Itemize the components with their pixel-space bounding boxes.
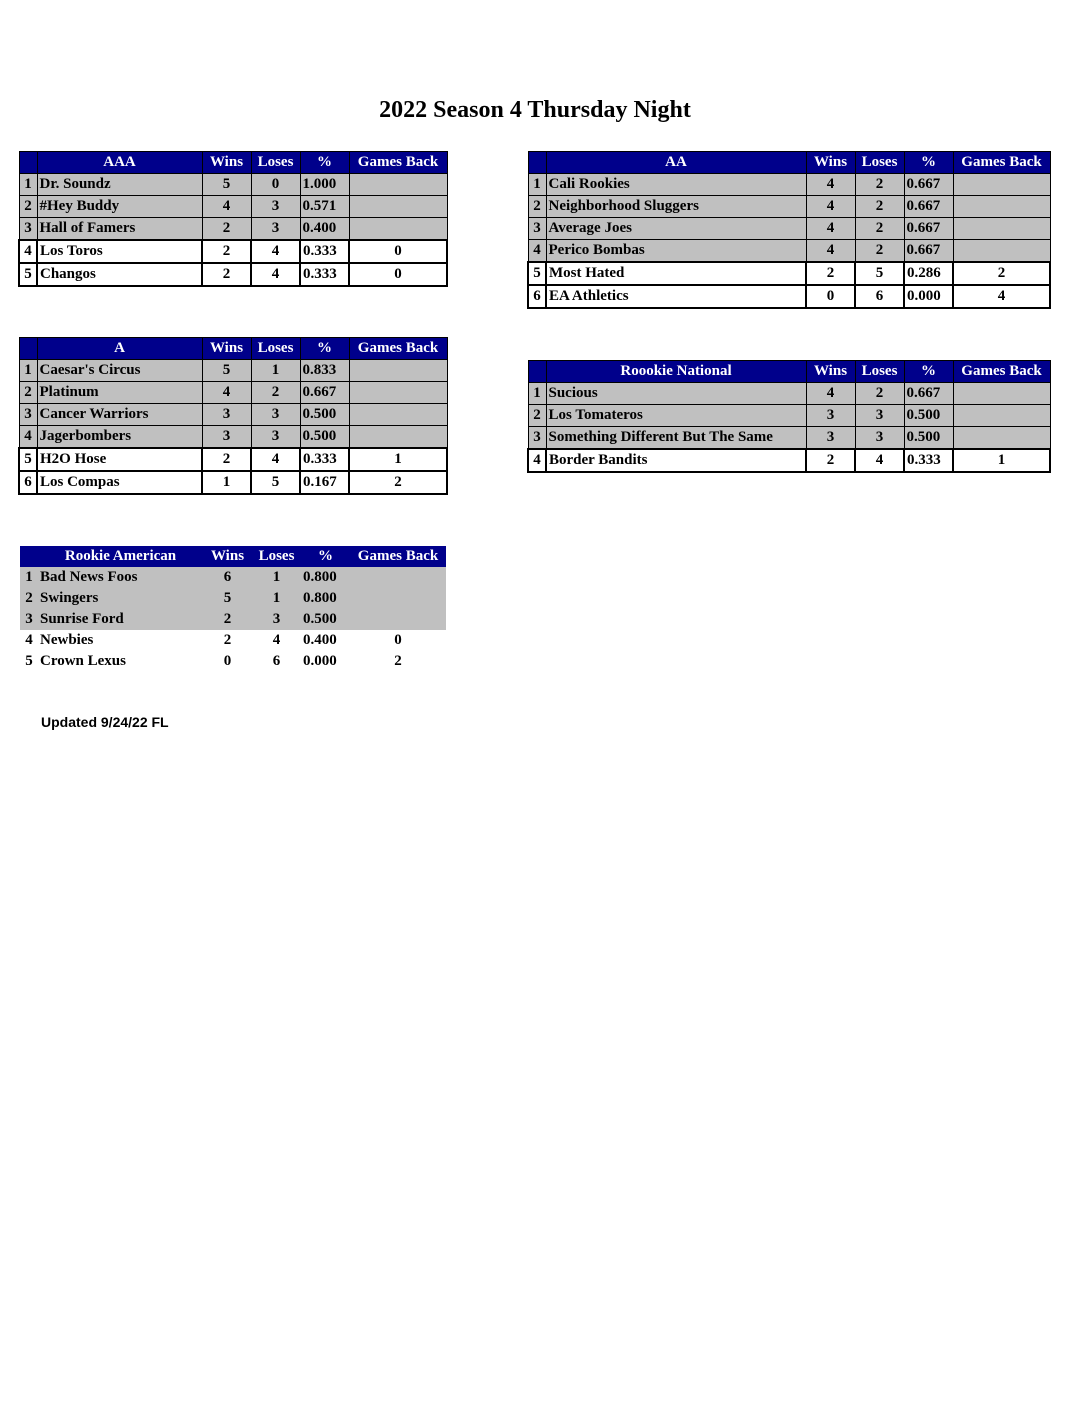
- wins-header: Wins: [202, 152, 251, 174]
- games-back-cell: 1: [349, 448, 447, 471]
- table-row: [20, 609, 446, 630]
- wins-cell: 2: [223, 632, 232, 648]
- wins-cell: 2: [202, 448, 251, 471]
- games-back-header: Games Back: [350, 546, 446, 567]
- loses-cell: 3: [855, 405, 904, 427]
- pct-cell: 0.500: [301, 609, 350, 630]
- loses-header: Loses: [252, 546, 301, 567]
- loses-header: Loses: [855, 361, 904, 383]
- rank-header: [528, 361, 546, 383]
- rank-cell: 3: [20, 609, 38, 630]
- wins-cell: 4: [806, 196, 855, 218]
- rank-cell: 2: [528, 405, 546, 427]
- games-back-cell: [953, 196, 1050, 218]
- games-back-cell: [953, 218, 1050, 240]
- rank-cell: 5: [528, 262, 546, 285]
- wins-cell: 2: [806, 262, 855, 285]
- pct-cell: 0.400: [300, 218, 349, 241]
- table-row: [20, 651, 446, 672]
- pct-header: %: [904, 361, 953, 383]
- loses-cell: 3: [251, 196, 300, 218]
- division-name: AA: [546, 152, 806, 174]
- games-back-cell: [349, 426, 447, 449]
- pct-header: %: [301, 546, 350, 567]
- team-name-cell: Something Different But The Same: [546, 427, 806, 450]
- pct-cell: 0.500: [904, 405, 953, 427]
- wins-cell: 3: [202, 404, 251, 426]
- team-name-cell: Caesar's Circus: [37, 360, 202, 382]
- loses-header: Loses: [855, 152, 904, 174]
- table-row: [528, 240, 1050, 263]
- rank-cell: 2: [528, 196, 546, 218]
- team-name-cell: Average Joes: [546, 218, 806, 240]
- team-name-cell: Perico Bombas: [546, 240, 806, 263]
- wins-header: Wins: [202, 338, 251, 360]
- pct-cell: 0.167: [300, 471, 349, 494]
- table-row: [528, 383, 1050, 405]
- games-back-header: Games Back: [953, 152, 1050, 174]
- team-name-cell: Bad News Foos: [38, 567, 203, 588]
- rank-cell: 3: [19, 218, 37, 241]
- pct-cell: 0.667: [904, 240, 953, 263]
- rank-cell: 4: [528, 240, 546, 263]
- loses-cell: 2: [855, 174, 904, 196]
- header-row: [20, 546, 446, 567]
- games-back-cell: [953, 383, 1050, 405]
- pct-cell: 0.571: [300, 196, 349, 218]
- games-back-cell: 4: [953, 285, 1050, 308]
- pct-cell: 0.500: [300, 404, 349, 426]
- pct-header: %: [300, 338, 349, 360]
- rank-cell: 1: [528, 383, 546, 405]
- loses-cell: 5: [855, 262, 904, 285]
- wins-cell: 4: [806, 218, 855, 240]
- pct-cell: 0.000: [303, 653, 337, 669]
- loses-cell: 3: [251, 404, 300, 426]
- pct-cell: 0.800: [301, 588, 350, 609]
- table-row: [528, 174, 1050, 196]
- pct-header: %: [300, 152, 349, 174]
- loses-cell: 4: [855, 449, 904, 472]
- loses-cell: 6: [855, 285, 904, 308]
- table-row: [19, 426, 447, 449]
- pct-cell: 0.500: [904, 427, 953, 450]
- rank-cell: 3: [528, 427, 546, 450]
- table-row: [528, 427, 1050, 450]
- header-row: [528, 152, 1050, 174]
- division-name: Roookie National: [546, 361, 806, 383]
- pct-cell: 1.000: [300, 174, 349, 196]
- rank-cell: 5: [25, 653, 33, 669]
- pct-cell: 0.667: [904, 383, 953, 405]
- rank-cell: 4: [528, 449, 546, 472]
- loses-cell: 4: [251, 263, 300, 286]
- wins-cell: 2: [806, 449, 855, 472]
- loses-cell: 3: [855, 427, 904, 450]
- loses-cell: 4: [251, 240, 300, 263]
- table-row: [528, 449, 1050, 472]
- wins-cell: 2: [202, 240, 251, 263]
- loses-cell: 2: [855, 240, 904, 263]
- wins-header: Wins: [806, 152, 855, 174]
- header-row: [19, 338, 447, 360]
- rank-cell: 6: [528, 285, 546, 308]
- team-name-cell: Neighborhood Sluggers: [546, 196, 806, 218]
- table-row: [19, 240, 447, 263]
- table-row: [19, 382, 447, 404]
- pct-cell: 0.667: [904, 174, 953, 196]
- rank-cell: 5: [19, 448, 37, 471]
- team-name-cell: H2O Hose: [37, 448, 202, 471]
- team-name-cell: Most Hated: [546, 262, 806, 285]
- pct-cell: 0.333: [300, 448, 349, 471]
- loses-header: Loses: [251, 338, 300, 360]
- pct-cell: 0.333: [300, 240, 349, 263]
- team-name-cell: Swingers: [38, 588, 203, 609]
- wins-cell: 2: [203, 609, 252, 630]
- standings-table-aaa: [18, 151, 448, 287]
- rank-header: [528, 152, 546, 174]
- rank-cell: 1: [19, 174, 37, 196]
- standings-table-rookie-national: [527, 360, 1051, 473]
- rank-cell: 3: [528, 218, 546, 240]
- wins-cell: 5: [203, 588, 252, 609]
- table-row: [19, 448, 447, 471]
- loses-cell: 1: [252, 567, 301, 588]
- standings-table-a: [18, 337, 448, 495]
- wins-header: Wins: [806, 361, 855, 383]
- team-name-cell: Sucious: [546, 383, 806, 405]
- rank-cell: 1: [20, 567, 38, 588]
- division-name: Rookie American: [38, 546, 203, 567]
- team-name-cell: Los Toros: [37, 240, 202, 263]
- updated-note: Updated 9/24/22 FL: [41, 714, 169, 730]
- games-back-cell: [350, 567, 446, 588]
- loses-cell: 1: [251, 360, 300, 382]
- loses-cell: 6: [272, 653, 281, 669]
- wins-cell: 4: [202, 382, 251, 404]
- table-row: [19, 360, 447, 382]
- games-back-cell: [349, 218, 447, 241]
- games-back-cell: [349, 404, 447, 426]
- wins-cell: 0: [223, 653, 232, 669]
- rank-cell: 2: [20, 588, 38, 609]
- table-row: [528, 196, 1050, 218]
- games-back-cell: 0: [349, 240, 447, 263]
- wins-cell: 1: [202, 471, 251, 494]
- team-name-cell: Platinum: [37, 382, 202, 404]
- games-back-header: Games Back: [953, 361, 1050, 383]
- loses-cell: 4: [272, 632, 281, 648]
- table-row: [20, 588, 446, 609]
- division-name: AAA: [37, 152, 202, 174]
- games-back-cell: 1: [953, 449, 1050, 472]
- wins-cell: 3: [806, 405, 855, 427]
- team-name-cell: Hall of Famers: [37, 218, 202, 241]
- table-row: [528, 405, 1050, 427]
- games-back-cell: 2: [349, 471, 447, 494]
- wins-cell: 3: [202, 426, 251, 449]
- games-back-cell: [953, 174, 1050, 196]
- pct-cell: 0.833: [300, 360, 349, 382]
- wins-cell: 6: [203, 567, 252, 588]
- games-back-cell: [349, 174, 447, 196]
- wins-cell: 4: [806, 174, 855, 196]
- standings-table-aa: [527, 151, 1051, 309]
- rank-cell: 4: [19, 240, 37, 263]
- pct-cell: 0.333: [300, 263, 349, 286]
- rank-header: [19, 152, 37, 174]
- games-back-cell: [953, 427, 1050, 450]
- page-title: 2022 Season 4 Thursday Night: [379, 97, 691, 123]
- wins-cell: 5: [202, 174, 251, 196]
- games-back-header: Games Back: [349, 152, 447, 174]
- wins-cell: 4: [202, 196, 251, 218]
- rank-cell: 4: [25, 632, 33, 648]
- games-back-cell: [953, 240, 1050, 263]
- team-name-cell: Crown Lexus: [40, 653, 126, 669]
- loses-cell: 2: [855, 383, 904, 405]
- rank-cell: 1: [528, 174, 546, 196]
- pct-cell: 0.333: [904, 449, 953, 472]
- table-row: [19, 404, 447, 426]
- wins-cell: 0: [806, 285, 855, 308]
- team-name-cell: Los Tomateros: [546, 405, 806, 427]
- games-back-cell: 2: [394, 653, 402, 669]
- loses-cell: 2: [855, 196, 904, 218]
- pct-cell: 0.000: [904, 285, 953, 308]
- games-back-cell: 2: [953, 262, 1050, 285]
- games-back-cell: [349, 360, 447, 382]
- games-back-cell: [953, 405, 1050, 427]
- pct-cell: 0.500: [300, 426, 349, 449]
- team-name-cell: EA Athletics: [546, 285, 806, 308]
- table-row: [20, 630, 446, 651]
- wins-cell: 2: [202, 218, 251, 241]
- wins-cell: 4: [806, 383, 855, 405]
- division-name: A: [37, 338, 202, 360]
- table-row: [528, 218, 1050, 240]
- table-row: [20, 567, 446, 588]
- rank-cell: 5: [19, 263, 37, 286]
- team-name-cell: Los Compas: [37, 471, 202, 494]
- pct-cell: 0.800: [301, 567, 350, 588]
- loses-cell: 3: [252, 609, 301, 630]
- team-name-cell: Cancer Warriors: [37, 404, 202, 426]
- wins-cell: 4: [806, 240, 855, 263]
- games-back-cell: [349, 196, 447, 218]
- loses-cell: 2: [251, 382, 300, 404]
- games-back-header: Games Back: [349, 338, 447, 360]
- loses-cell: 2: [855, 218, 904, 240]
- team-name-cell: Changos: [37, 263, 202, 286]
- table-row: [19, 218, 447, 241]
- table-row: [19, 196, 447, 218]
- rank-cell: 2: [19, 196, 37, 218]
- table-row: [19, 174, 447, 196]
- rank-cell: 6: [19, 471, 37, 494]
- games-back-cell: [349, 382, 447, 404]
- header-row: [19, 152, 447, 174]
- standings-table-rookie-american: [20, 546, 446, 672]
- loses-header: Loses: [251, 152, 300, 174]
- pct-header: %: [904, 152, 953, 174]
- loses-cell: 3: [251, 426, 300, 449]
- pct-cell: 0.286: [904, 262, 953, 285]
- team-name-cell: Dr. Soundz: [37, 174, 202, 196]
- rank-cell: 3: [19, 404, 37, 426]
- team-name-cell: Jagerbombers: [37, 426, 202, 449]
- table-row: [19, 471, 447, 494]
- header-row: [528, 361, 1050, 383]
- table-row: [19, 263, 447, 286]
- rank-cell: 4: [19, 426, 37, 449]
- rank-header: [19, 338, 37, 360]
- pct-cell: 0.667: [300, 382, 349, 404]
- team-name-cell: Newbies: [40, 632, 94, 648]
- wins-cell: 5: [202, 360, 251, 382]
- wins-header: Wins: [203, 546, 252, 567]
- rank-cell: 1: [19, 360, 37, 382]
- games-back-cell: [350, 588, 446, 609]
- games-back-cell: 0: [394, 632, 402, 648]
- table-row: [528, 262, 1050, 285]
- loses-cell: 1: [252, 588, 301, 609]
- wins-cell: 3: [806, 427, 855, 450]
- team-name-cell: Sunrise Ford: [38, 609, 203, 630]
- games-back-cell: [350, 609, 446, 630]
- pct-cell: 0.400: [303, 632, 337, 648]
- wins-cell: 2: [202, 263, 251, 286]
- team-name-cell: #Hey Buddy: [37, 196, 202, 218]
- loses-cell: 0: [251, 174, 300, 196]
- table-row: [528, 285, 1050, 308]
- team-name-cell: Cali Rookies: [546, 174, 806, 196]
- pct-cell: 0.667: [904, 196, 953, 218]
- loses-cell: 5: [251, 471, 300, 494]
- team-name-cell: Border Bandits: [546, 449, 806, 472]
- rank-cell: 2: [19, 382, 37, 404]
- loses-cell: 3: [251, 218, 300, 241]
- loses-cell: 4: [251, 448, 300, 471]
- games-back-cell: 0: [349, 263, 447, 286]
- pct-cell: 0.667: [904, 218, 953, 240]
- rank-header: [20, 546, 38, 567]
